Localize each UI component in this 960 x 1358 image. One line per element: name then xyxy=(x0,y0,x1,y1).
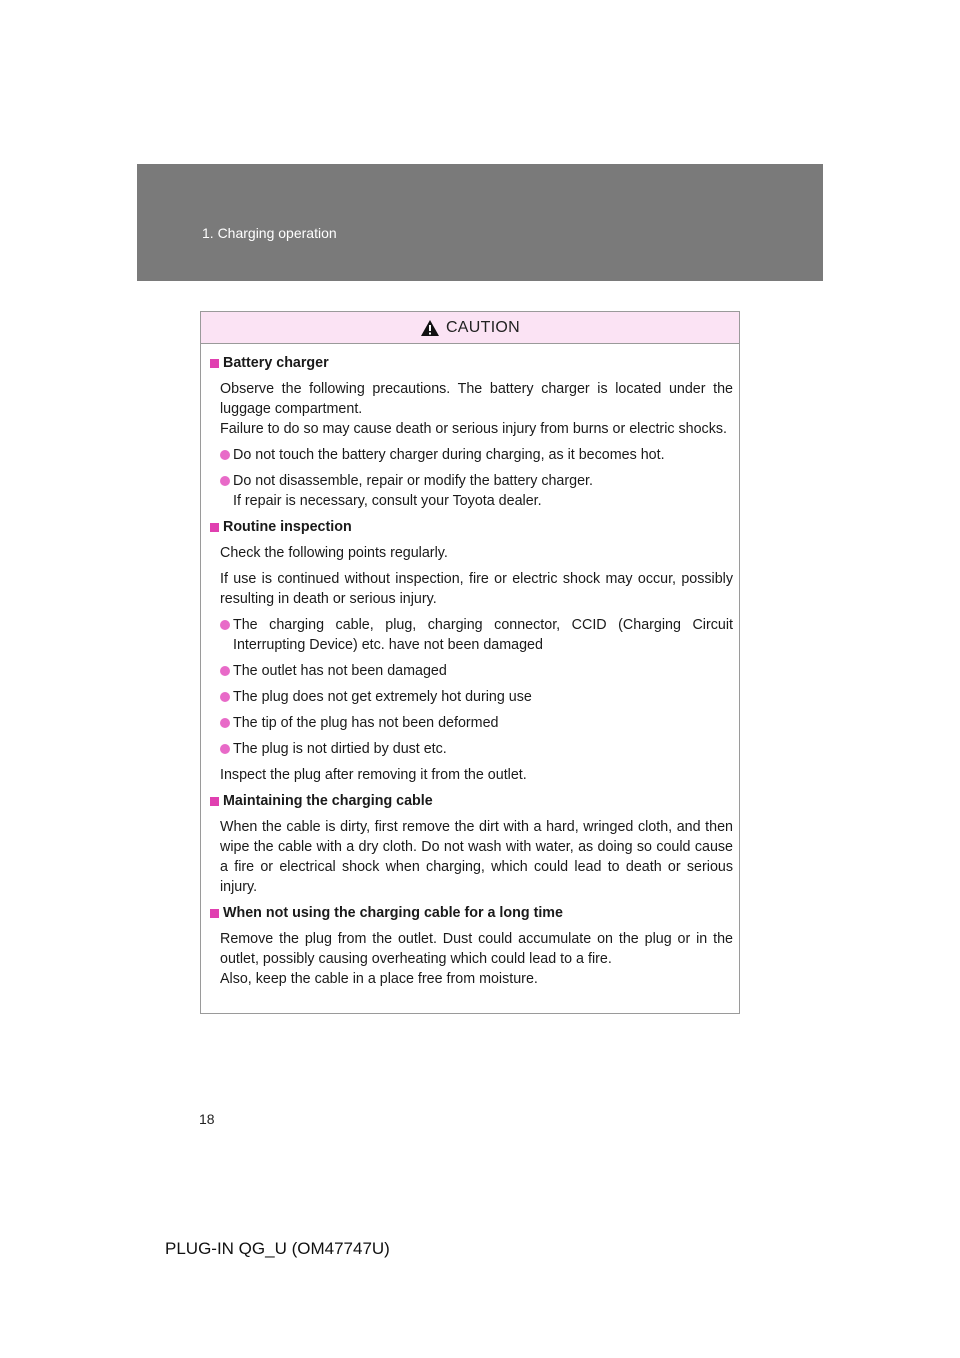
bullet-item xyxy=(210,445,733,465)
bullet-text: The plug does not get extremely hot during use xyxy=(233,689,532,705)
bullet-text: The charging cable, plug, charging connector, CCID (Charging Circuit Interrupting Device) etc. have not been damaged xyxy=(233,617,733,653)
caution-box xyxy=(200,311,740,1014)
page-number: 18 xyxy=(199,1111,215,1127)
paragraph: Observe the following precautions. The battery charger is located under the luggage compartment. Failure to do so may cause death or serious injury from burns or electric shocks. xyxy=(220,381,733,437)
warning-triangle-icon xyxy=(420,319,440,337)
pink-dot-icon xyxy=(220,692,230,702)
section-heading xyxy=(210,791,733,811)
paragraph: Check the following points regularly. xyxy=(220,545,448,561)
bullet-text: The outlet has not been damaged xyxy=(233,663,447,679)
section-title-text: When not using the charging cable for a long time xyxy=(223,905,563,921)
section-heading xyxy=(210,903,733,923)
bullet-item xyxy=(210,661,733,681)
section-title-text: Battery charger xyxy=(223,355,329,371)
caution-header xyxy=(201,312,739,344)
pink-square-icon xyxy=(210,359,219,368)
caution-label: CAUTION xyxy=(445,318,521,336)
bullet-item xyxy=(210,739,733,759)
paragraph: When the cable is dirty, first remove the dirt with a hard, wringed cloth, and then wipe the cable with a dry cloth. Do not wash with water, as doing so could cause a fire or electrical shock when charging, which could lead to death or serious injury. xyxy=(220,819,733,895)
section-heading xyxy=(210,353,733,373)
bullet-text: Do not disassemble, repair or modify the battery charger. If repair is necessary, consult your Toyota dealer. xyxy=(233,473,593,509)
pink-square-icon xyxy=(210,909,219,918)
section-heading xyxy=(210,517,733,537)
bullet-item xyxy=(210,615,733,655)
caution-body xyxy=(201,344,739,989)
bullet-text: The tip of the plug has not been deformed xyxy=(233,715,499,731)
pink-dot-icon xyxy=(220,718,230,728)
paragraph: If use is continued without inspection, fire or electric shock may occur, possibly resulting in death or serious injury. xyxy=(220,571,733,607)
pink-dot-icon xyxy=(220,620,230,630)
header-band xyxy=(137,164,823,281)
section-title: 1. Charging operation xyxy=(202,225,337,241)
bullet-text: Do not touch the battery charger during charging, as it becomes hot. xyxy=(233,447,665,463)
bullet-item xyxy=(210,471,733,511)
section-title-text: Maintaining the charging cable xyxy=(223,793,433,809)
pink-dot-icon xyxy=(220,744,230,754)
paragraph: Inspect the plug after removing it from the outlet. xyxy=(220,767,527,783)
pink-dot-icon xyxy=(220,666,230,676)
pink-dot-icon xyxy=(220,476,230,486)
pink-square-icon xyxy=(210,797,219,806)
section-title-text: Routine inspection xyxy=(223,519,352,535)
pink-dot-icon xyxy=(220,450,230,460)
bullet-item xyxy=(210,713,733,733)
pink-square-icon xyxy=(210,523,219,532)
paragraph: Remove the plug from the outlet. Dust could accumulate on the plug or in the outlet, possibly causing overheating which could lead to a fire. Also, keep the cable in a place free from moisture. xyxy=(220,931,733,987)
bullet-text: The plug is not dirtied by dust etc. xyxy=(233,741,447,757)
manual-code: PLUG-IN QG_U (OM47747U) xyxy=(165,1239,390,1258)
bullet-item xyxy=(210,687,733,707)
